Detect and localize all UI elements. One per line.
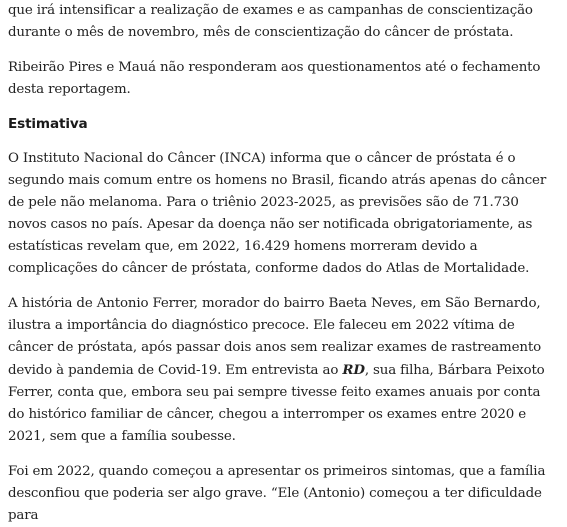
paragraph-antonio-story <box>8 293 559 448</box>
paragraph-antonio-text-start: A história de Antonio Ferrer, morador do bairro Baeta Neves, em São Bernardo, ilustra a importância do diagnóstico precoce. Ele faleceu em 2022 vítima de câncer de próstata, após passar dois anos sem realizar exames de rastreamento devido à pandemia de Covid-19. Em entrevista ao <box>8 296 541 378</box>
paragraph-inca-statistics: O Instituto Nacional do Câncer (INCA) informa que o câncer de próstata é o segundo mais comum entre os homens no Brasil, ficando atrás apenas do câncer de pele não melanoma. Para o triênio 2023-2025, as previsões são de 71.730 novos casos no país. Apesar da doença não ser notificada obrigatoriamente, as estatísticas revelam que, em 2022, 16.429 homens morreram devido a complicações do câncer de próstata, conforme dados do Atlas de Mortalidade. <box>8 151 547 276</box>
publication-name: RD <box>342 362 365 378</box>
paragraph-symptoms: Foi em 2022, quando começou a apresentar os primeiros sintomas, que a família desconfiou que poderia ser algo grave. “Ele (Antonio) começou a ter dificuldade para <box>8 464 546 523</box>
paragraph-antonio-text-end: , sua filha, Bárbara Peixoto Ferrer, conta que, embora seu pai sempre tivesse feito exames anuais por conta do histórico familiar de câncer, chegou a interromper os exames entre 2020 e 2021, sem que a família soubesse. <box>8 363 545 444</box>
paragraph-intro: que irá intensificar a realização de exames e as campanhas de conscientização durante o mês de novembro, mês de conscientização do câncer de próstata. <box>8 3 533 40</box>
section-heading: Estimativa <box>8 116 88 132</box>
paragraph-no-reply: Ribeirão Pires e Mauá não responderam aos questionamentos até o fechamento desta reportagem. <box>8 60 541 97</box>
